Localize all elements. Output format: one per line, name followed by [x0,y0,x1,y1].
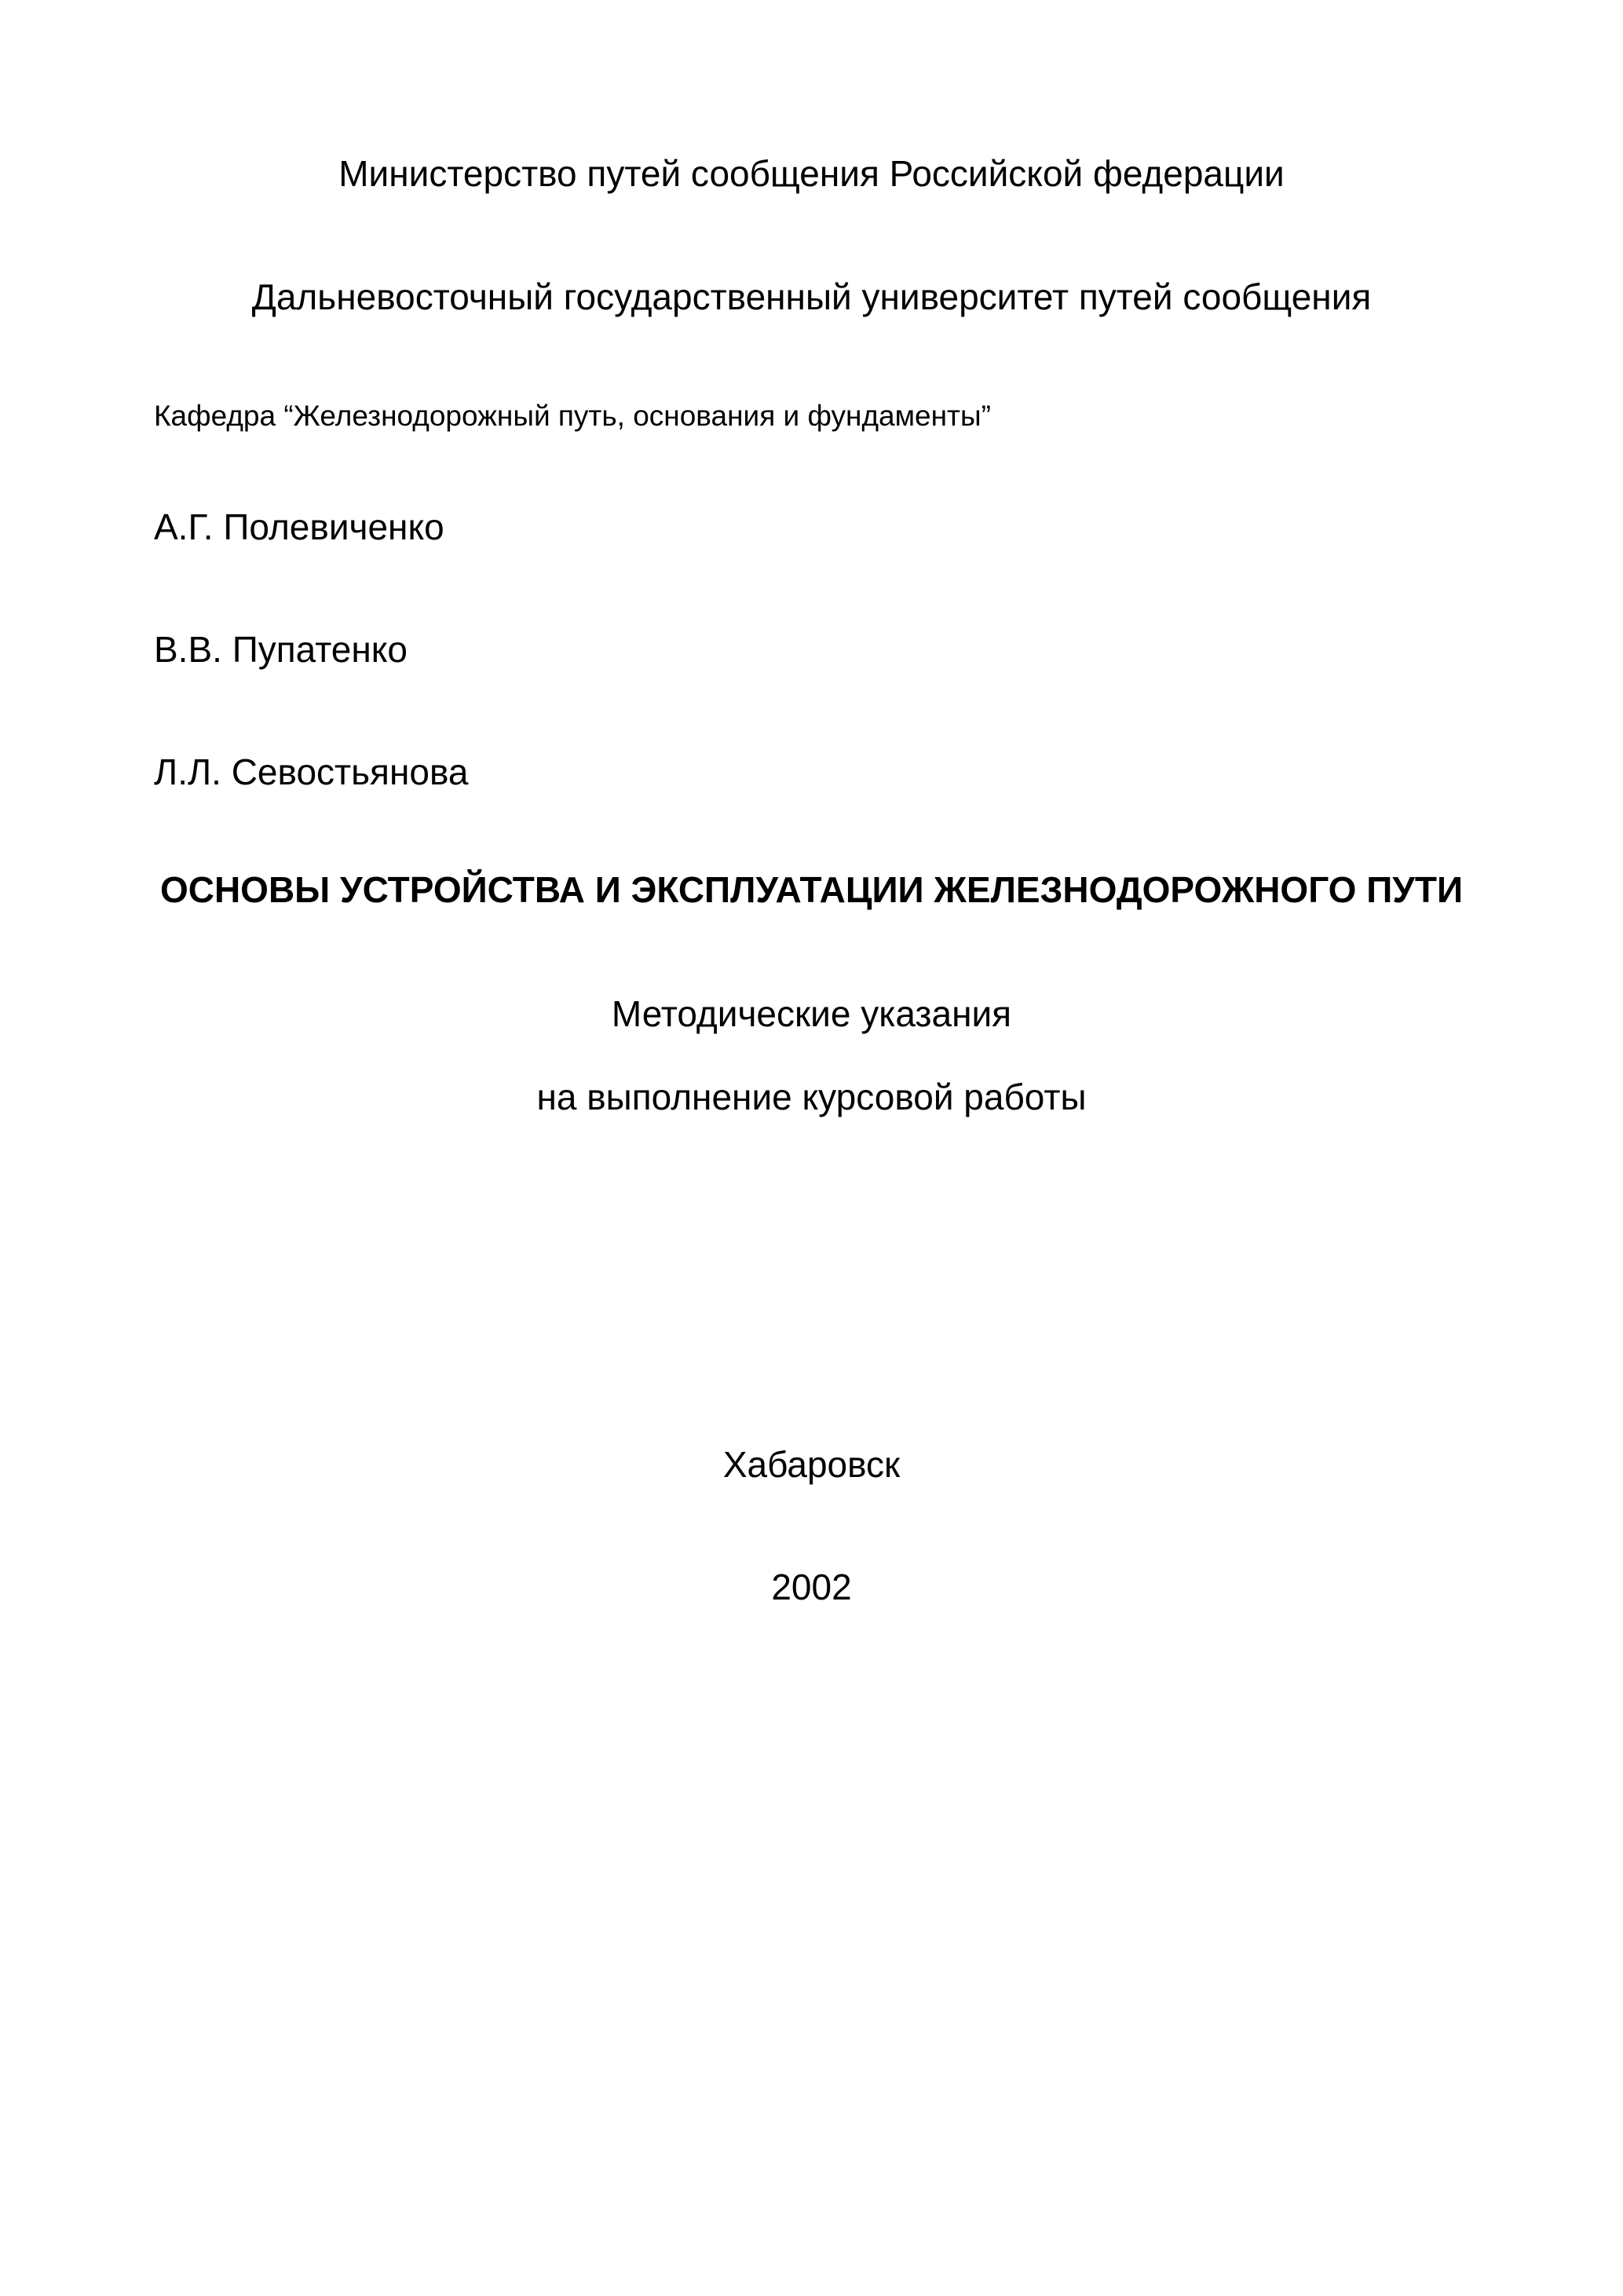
author-name: В.В. Пупатенко [154,629,408,670]
university-name: Дальневосточный государственный университет путей сообщения [251,276,1372,317]
ministry-name: Министерство путей сообщения Российской федерации [338,153,1285,194]
document-subtitle: Методические указания [611,993,1012,1034]
author-name: А.Г. Полевиченко [154,506,444,547]
document-subtitle-continued: на выполнение курсовой работы [536,1077,1087,1117]
department-name: Кафедра “Железнодорожный путь, основания и фундаменты” [154,400,991,432]
publication-year: 2002 [771,1567,852,1607]
document-title: ОСНОВЫ УСТРОЙСТВА И ЭКСПЛУАТАЦИИ ЖЕЛЕЗНОДОРОЖНОГО ПУТИ [159,869,1464,910]
publication-city: Хабаровск [722,1444,901,1485]
author-name: Л.Л. Севостьянова [154,751,469,792]
